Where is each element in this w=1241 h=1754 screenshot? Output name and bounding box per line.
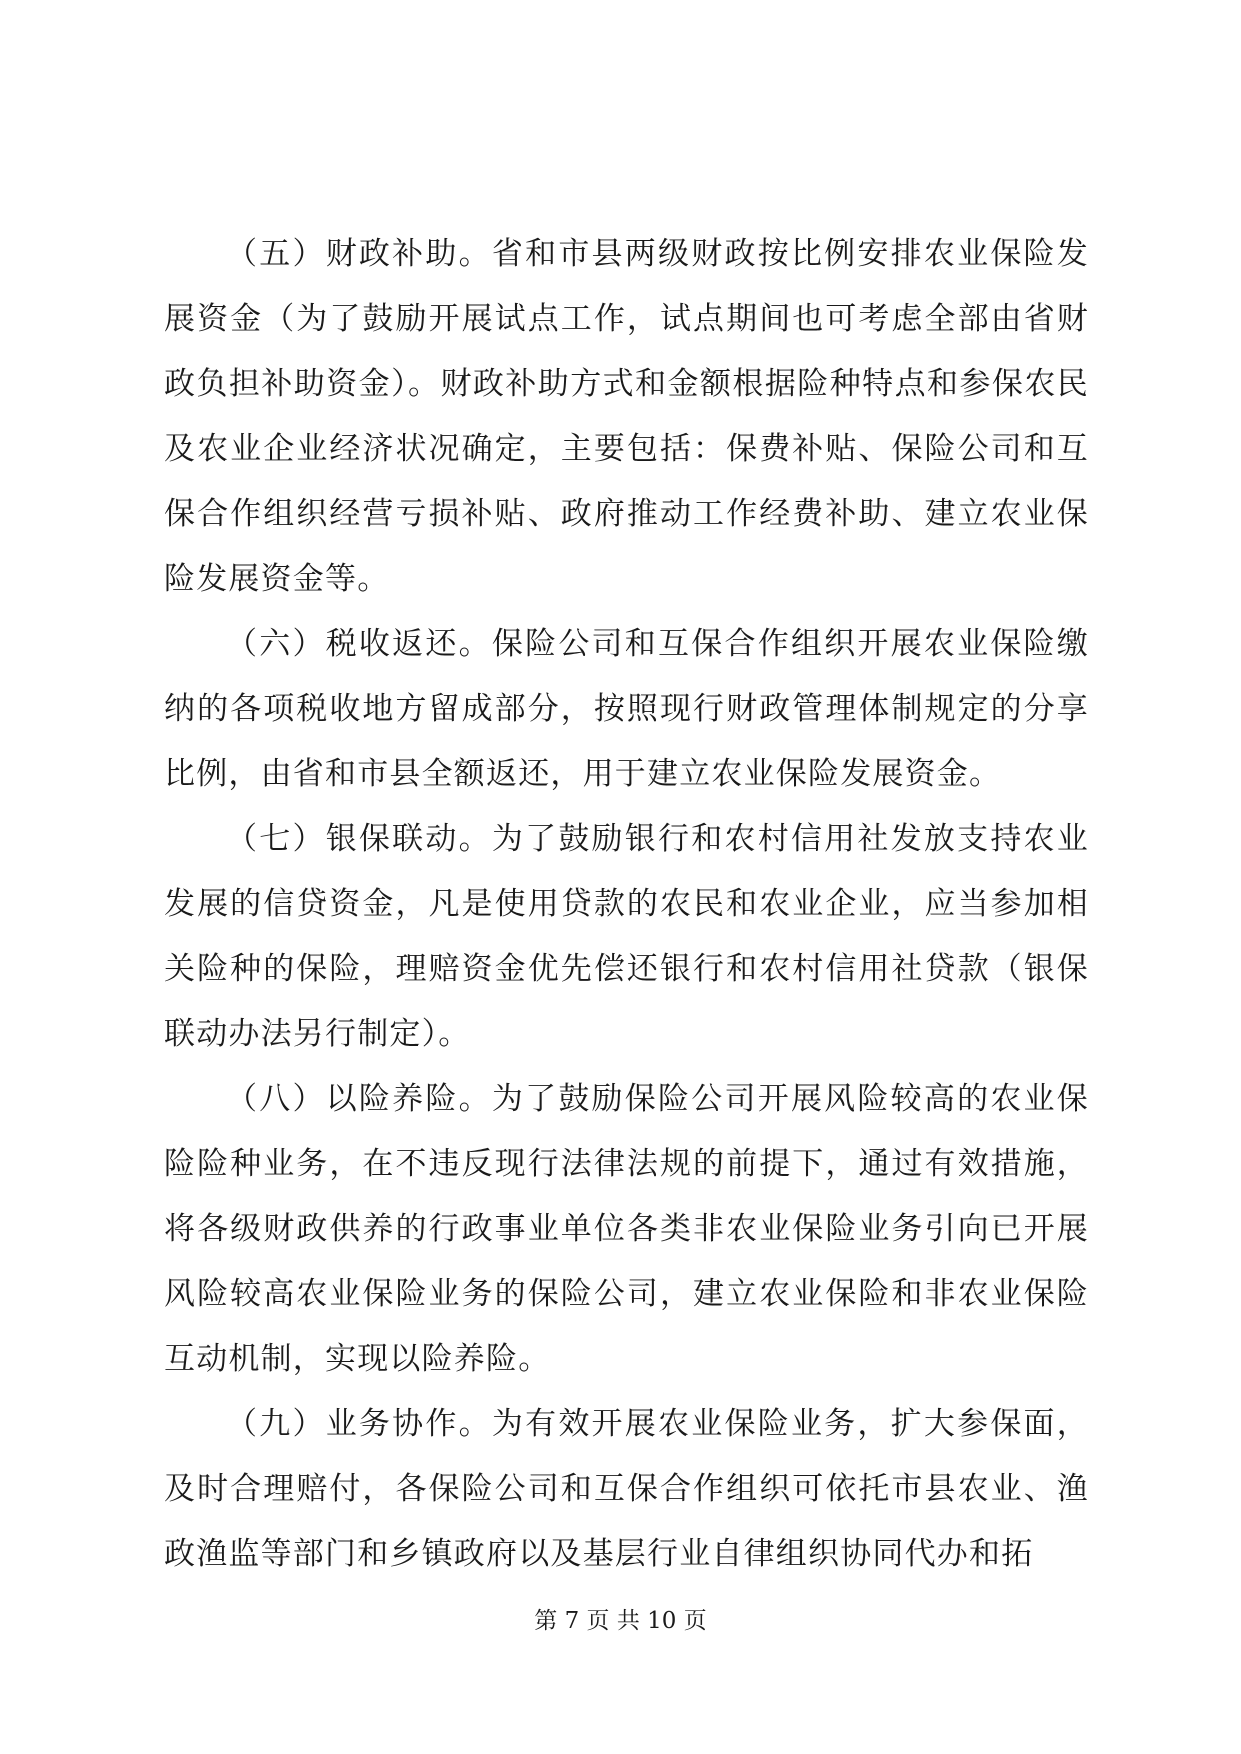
paragraph-business-cooperation: （九）业务协作。为有效开展农业保险业务，扩大参保面，及时合理赔付，各保险公司和互保合作组织可依托市县农业、渔政渔监等部门和乡镇政府以及基层行业自律组织协同代办和拓 bbox=[164, 1406, 1089, 1572]
document-body bbox=[164, 222, 1089, 1587]
paragraph-bank-insurance-linkage: （七）银保联动。为了鼓励银行和农村信用社发放支持农业发展的信贷资金，凡是使用贷款的农民和农业企业，应当参加相关险种的保险，理赔资金优先偿还银行和农村信用社贷款（银保联动办法另行制定）。 bbox=[164, 821, 1089, 1052]
paragraph-fiscal-subsidy: （五）财政补助。省和市县两级财政按比例安排农业保险发展资金（为了鼓励开展试点工作，试点期间也可考虑全部由省财政负担补助资金）。财政补助方式和金额根据险种特点和参保农民及农业企业经济状况确定，主要包括：保费补贴、保险公司和互保合作组织经营亏损补贴、政府推动工作经费补助、建立农业保险发展资金等。 bbox=[164, 236, 1089, 597]
paragraph-tax-refund: （六）税收返还。保险公司和互保合作组织开展农业保险缴纳的各项税收地方留成部分，按照现行财政管理体制规定的分享比例，由省和市县全额返还，用于建立农业保险发展资金。 bbox=[164, 626, 1089, 792]
paragraph-insurance-support: （八）以险养险。为了鼓励保险公司开展风险较高的农业保险险种业务，在不违反现行法律法规的前提下，通过有效措施，将各级财政供养的行政事业单位各类非农业保险业务引向已开展风险较高农业保险业务的保险公司，建立农业保险和非农业保险互动机制，实现以险养险。 bbox=[164, 1081, 1089, 1377]
page-number-footer: 第 7 页 共 10 页 bbox=[534, 1608, 707, 1634]
